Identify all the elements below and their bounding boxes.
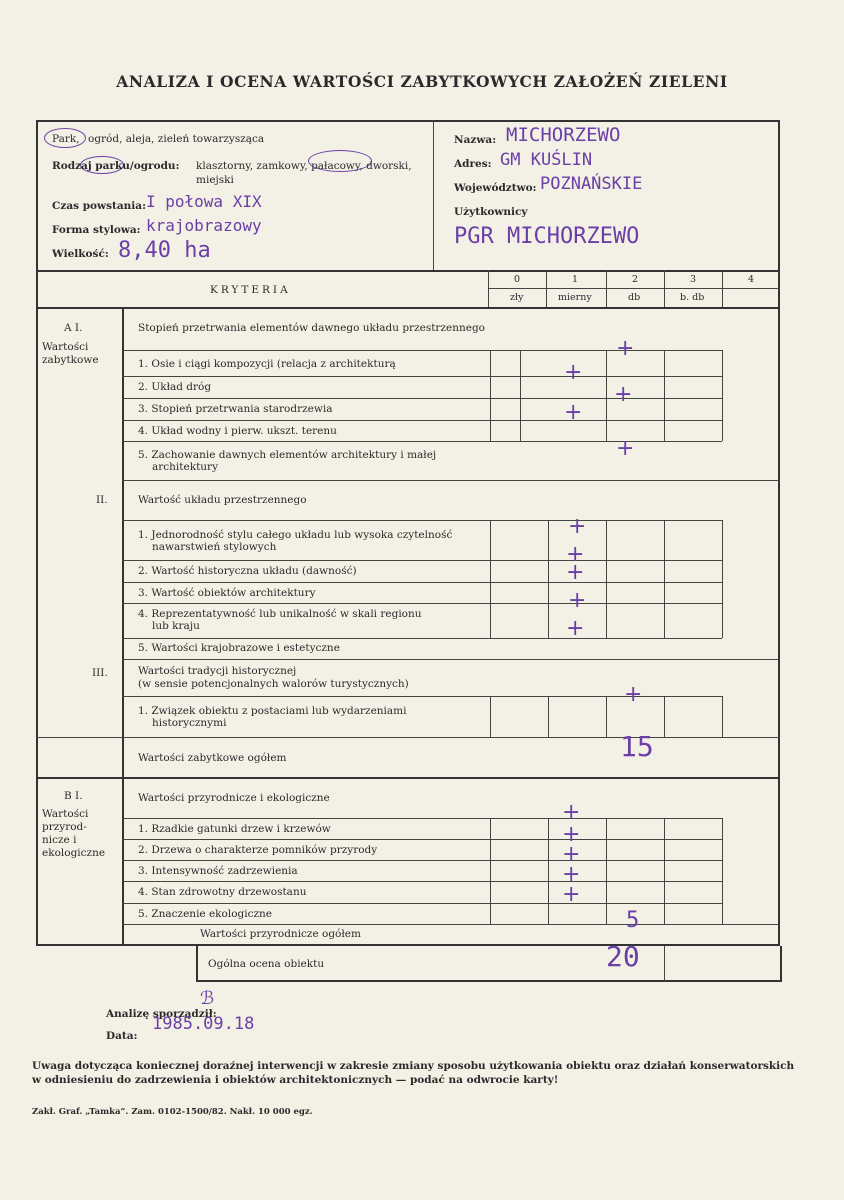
- plus-mark: +: [564, 360, 583, 385]
- nazwa-label: Nazwa:: [454, 134, 497, 146]
- page-title: ANALIZA I OCENA WARTOŚCI ZABYTKOWYCH ZAŁOŻEŃ ZIELENI: [116, 72, 728, 91]
- section-b-name-2: przyrod-: [42, 821, 87, 833]
- wojewodztwo-label: Województwo:: [454, 182, 537, 194]
- plus-mark: +: [614, 382, 633, 407]
- divider: [488, 288, 780, 289]
- criterion-row: 4. Stan zdrowotny drzewostanu: [138, 886, 307, 898]
- plus-mark: +: [562, 862, 581, 887]
- analiza-label: Analizę sporządził:: [106, 1008, 217, 1020]
- total-zabytkowe-value: 15: [620, 730, 654, 763]
- divider: [490, 350, 491, 441]
- plus-mark: +: [562, 822, 581, 847]
- overall-label: Ogólna ocena obiektu: [208, 958, 325, 970]
- divider: [664, 946, 665, 982]
- divider: [606, 350, 607, 441]
- park-type-option: Park,: [52, 133, 80, 145]
- divider: [722, 696, 723, 737]
- criterion-row: 5. Wartości krajobrazowe i estetyczne: [138, 642, 340, 654]
- divider: [606, 270, 607, 307]
- score-label-0: zły: [510, 292, 524, 303]
- plus-mark: +: [566, 560, 585, 585]
- signature: ℬ: [200, 988, 215, 1009]
- plus-mark: +: [562, 882, 581, 907]
- plus-mark: +: [616, 436, 635, 461]
- plus-mark: +: [562, 800, 581, 825]
- divider: [122, 839, 722, 840]
- note-line-1: Uwaga dotycząca koniecznej doraźnej interwencji w zakresie zmiany sposobu użytkowania obiektu oraz działań konserwatorskich: [32, 1060, 795, 1072]
- score-1: 1: [572, 274, 579, 285]
- criterion-row: 2. Wartość historyczna układu (dawność): [138, 565, 357, 577]
- criterion-row-cont: nawarstwień stylowych: [152, 541, 277, 553]
- divider: [722, 818, 723, 924]
- rodzaj-options-2: miejski: [196, 174, 234, 186]
- plus-mark: +: [562, 842, 581, 867]
- date-value: 1985.09.18: [152, 1014, 255, 1034]
- group-a1-title: Stopień przetrwania elementów dawnego układu przestrzennego: [138, 322, 485, 334]
- divider: [606, 818, 607, 924]
- divider: [488, 270, 489, 307]
- criterion-row: 2. Układ dróg: [138, 381, 212, 393]
- divider: [36, 777, 780, 779]
- section-a2-number: II.: [96, 494, 108, 506]
- score-label-1: mierny: [558, 292, 592, 303]
- score-3: 3: [690, 274, 697, 285]
- score-label-2: db: [628, 292, 641, 303]
- group-a3-subtitle: (w sensie potencjonalnych walorów turystycznych): [138, 678, 409, 690]
- adres-value: GM KUŚLIN: [500, 150, 593, 170]
- rodzaj-options: klasztorny, zamkowy, pałacowy, dworski,: [196, 160, 412, 172]
- section-a-number: A I.: [64, 322, 83, 334]
- uzytkownicy-value: PGR MICHORZEWO: [454, 224, 640, 249]
- kryteria-heading: KRYTERIA: [210, 284, 291, 296]
- divider: [490, 520, 491, 638]
- divider: [36, 270, 780, 272]
- criterion-row: 1. Jednorodność stylu całego układu lub wysoka czytelność: [138, 529, 453, 541]
- criterion-row-cont: historycznymi: [152, 717, 227, 729]
- divider: [664, 270, 665, 307]
- data-label: Data:: [106, 1030, 138, 1042]
- divider: [122, 603, 722, 604]
- score-2: 2: [632, 274, 639, 285]
- plus-mark: +: [566, 616, 585, 641]
- divider: [122, 881, 722, 882]
- czas-value: I połowa XIX: [146, 192, 262, 211]
- czas-label: Czas powstania:: [52, 200, 146, 212]
- divider: [664, 696, 665, 737]
- divider: [606, 696, 607, 737]
- nazwa-value: MICHORZEWO: [506, 124, 621, 146]
- section-b-name-3: nicze i: [42, 834, 77, 846]
- divider: [548, 696, 549, 737]
- divider: [664, 350, 665, 441]
- criterion-row: 1. Rzadkie gatunki drzew i krzewów: [138, 823, 331, 835]
- criterion-row: 1. Związek obiektu z postaciami lub wydarzeniami: [138, 705, 407, 717]
- forma-label: Forma stylowa:: [52, 224, 141, 236]
- plus-mark: +: [566, 542, 585, 567]
- score-label-3: b. db: [680, 292, 705, 303]
- criterion-row: 1. Osie i ciągi kompozycji (relacja z architekturą: [138, 358, 396, 370]
- divider: [606, 520, 607, 638]
- criterion-row: 3. Stopień przetrwania starodrzewia: [138, 403, 333, 415]
- divider: [122, 818, 722, 819]
- divider: [548, 818, 549, 924]
- divider: [122, 582, 722, 583]
- divider: [722, 270, 723, 307]
- adres-label: Adres:: [454, 158, 492, 170]
- total-przyrodnicze-value: 5: [626, 908, 640, 933]
- divider: [36, 737, 780, 738]
- divider: [122, 924, 780, 925]
- plus-mark: +: [624, 682, 643, 707]
- criterion-row: 4. Reprezentatywność lub unikalność w skali regionu: [138, 608, 422, 620]
- section-a-name-2: zabytkowe: [42, 354, 99, 366]
- overall-value: 20: [606, 940, 640, 973]
- rodzaj-label: Rodzaj parku/ogrodu:: [52, 160, 180, 172]
- wielkosc-label: Wielkość:: [52, 248, 109, 260]
- group-a3-title: Wartości tradycji historycznej: [138, 665, 297, 677]
- score-4: 4: [748, 274, 755, 285]
- divider: [122, 638, 722, 639]
- forma-value: krajobrazowy: [146, 216, 262, 235]
- divider: [520, 350, 521, 441]
- criterion-row-cont: architektury: [152, 461, 219, 473]
- plus-mark: +: [568, 588, 587, 613]
- divider: [122, 560, 722, 561]
- divider: [122, 376, 722, 377]
- wielkosc-value: 8,40 ha: [118, 238, 211, 263]
- section-a3-number: III.: [92, 667, 108, 679]
- plus-mark: +: [564, 400, 583, 425]
- divider: [546, 270, 547, 307]
- criterion-row: 3. Wartość obiektów architektury: [138, 587, 316, 599]
- divider: [433, 120, 434, 270]
- criterion-row: 3. Intensywność zadrzewienia: [138, 865, 298, 877]
- divider: [490, 818, 491, 924]
- divider: [490, 696, 491, 737]
- divider: [36, 307, 780, 309]
- criterion-row: 5. Zachowanie dawnych elementów architektury i małej: [138, 449, 437, 461]
- divider: [122, 480, 780, 481]
- group-a2-title: Wartość układu przestrzennego: [138, 494, 307, 506]
- divider: [122, 307, 124, 946]
- section-b-name-4: ekologiczne: [42, 847, 106, 859]
- total-zabytkowe-label: Wartości zabytkowe ogółem: [138, 752, 287, 764]
- criterion-row: 4. Układ wodny i pierw. ukszt. terenu: [138, 425, 337, 437]
- park-type-options: ogród, aleja, zieleń towarzysząca: [88, 133, 265, 145]
- score-0: 0: [514, 274, 521, 285]
- divider: [722, 350, 723, 441]
- section-a-name: Wartości: [42, 341, 89, 353]
- criterion-row: 5. Znaczenie ekologiczne: [138, 908, 273, 920]
- uzytkownicy-label: Użytkownicy: [454, 206, 528, 218]
- divider: [664, 520, 665, 638]
- plus-mark: +: [616, 336, 635, 361]
- group-b1-title: Wartości przyrodnicze i ekologiczne: [138, 792, 330, 804]
- divider: [548, 520, 549, 638]
- divider: [122, 420, 722, 421]
- criterion-row-cont: lub kraju: [152, 620, 200, 632]
- divider: [722, 520, 723, 638]
- divider: [122, 903, 722, 904]
- print-info: Zakł. Graf. „Tamka”. Zam. 0102-1500/82. Nakł. 10 000 egz.: [32, 1107, 313, 1117]
- wojewodztwo-value: POZNAŃSKIE: [540, 174, 643, 194]
- divider: [664, 818, 665, 924]
- plus-mark: +: [568, 514, 587, 539]
- total-przyrodnicze-label: Wartości przyrodnicze ogółem: [200, 928, 361, 940]
- section-b-name: Wartości: [42, 808, 89, 820]
- divider: [122, 520, 722, 521]
- section-b-number: B I.: [64, 790, 83, 802]
- note-line-2: w odniesieniu do zadrzewienia i obiektów architektonicznych — podać na odwrocie karty!: [32, 1074, 559, 1086]
- criterion-row: 2. Drzewa o charakterze pomników przyrody: [138, 844, 378, 856]
- divider: [122, 860, 722, 861]
- divider: [122, 659, 780, 660]
